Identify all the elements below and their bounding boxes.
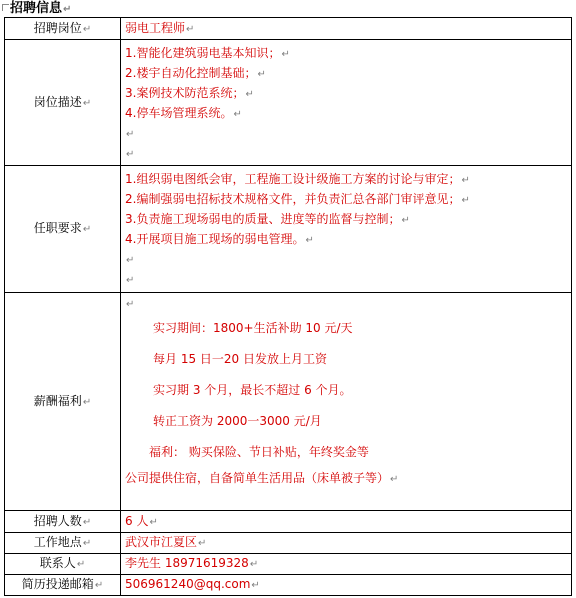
paragraph-mark: ↵ xyxy=(82,97,92,109)
contact-label: 联系人 xyxy=(39,556,76,570)
paragraph-mark: ↵ xyxy=(82,516,92,528)
paragraph-mark: ↵ xyxy=(198,538,207,549)
salary-line: 转正工资为 2000一3000 元/月 xyxy=(153,414,322,428)
paragraph-mark: ↵ xyxy=(82,538,92,549)
salary-value-cell xyxy=(121,293,572,511)
paragraph-mark: ↵ xyxy=(82,23,92,35)
empty-paragraph: ↵ xyxy=(126,299,135,310)
paragraph-mark: ↵ xyxy=(249,559,259,570)
salary-label: 薪酬福利 xyxy=(33,393,82,408)
contact-label-cell xyxy=(5,554,121,575)
location-value: 武汉市江夏区 xyxy=(125,535,198,549)
location-label: 工作地点 xyxy=(33,535,82,549)
email-label-cell xyxy=(5,575,121,596)
headcount-label: 招聘人数 xyxy=(33,513,82,528)
job-info-table xyxy=(4,17,572,596)
paragraph-mark: ↵ xyxy=(149,516,158,528)
paragraph-mark: ↵ xyxy=(82,224,92,235)
description-value-cell xyxy=(121,40,572,166)
description-item: 4.停车场管理系统。↵ xyxy=(125,106,242,120)
position-label: 招聘岗位 xyxy=(33,20,82,35)
paragraph-mark: ↵ xyxy=(82,396,92,408)
corner-mark xyxy=(2,4,9,11)
requirements-label: 任职要求 xyxy=(33,221,82,235)
email-value-cell xyxy=(121,575,572,596)
salary-line: 实习期 3 个月，最长不超过 6 个月。 xyxy=(153,383,352,397)
paragraph-mark: ↵ xyxy=(251,580,260,591)
contact-value: 李先生 18971619328 xyxy=(125,556,249,570)
headcount-label-cell xyxy=(5,511,121,533)
requirement-item: 1.组织弱电图纸会审，工程施工设计级施工方案的讨论与审定；↵ xyxy=(125,172,470,186)
row-description xyxy=(5,40,572,166)
description-item: 2.楼宇自动化控制基础；↵ xyxy=(125,66,266,80)
title-text: 招聘信息 xyxy=(10,1,63,16)
position-label-cell xyxy=(5,18,121,40)
salary-line: 实习期间：1800+生活补助 10 元/天 xyxy=(153,321,353,335)
paragraph-mark: ↵ xyxy=(186,23,195,35)
requirements-value-cell xyxy=(121,166,572,293)
email-value[interactable]: 506961240@qq.com xyxy=(125,577,251,591)
row-position xyxy=(5,18,572,40)
salary-line: 每月 15 日一20 日发放上月工资 xyxy=(153,352,327,366)
row-salary xyxy=(5,293,572,511)
requirements-label-cell xyxy=(5,166,121,293)
empty-paragraph: ↵ xyxy=(126,129,135,140)
empty-paragraph: ↵ xyxy=(126,149,135,160)
paragraph-mark: ↵ xyxy=(94,580,104,591)
contact-value-cell xyxy=(121,554,572,575)
description-label-cell xyxy=(5,40,121,166)
row-location xyxy=(5,533,572,554)
salary-line: 公司提供住宿，自备简单生活用品（床单被子等）↵ xyxy=(125,471,399,485)
requirement-item: 4.开展项目施工现场的弱电管理。↵ xyxy=(125,232,314,246)
description-item: 1.智能化建筑弱电基本知识；↵ xyxy=(125,46,290,60)
position-value: 弱电工程师 xyxy=(125,20,186,35)
description-item: 3.案例技术防范系统；↵ xyxy=(125,86,254,100)
salary-label-cell xyxy=(5,293,121,511)
row-headcount xyxy=(5,511,572,533)
position-value-cell xyxy=(121,18,572,40)
email-label: 简历投递邮箱 xyxy=(21,577,94,591)
row-requirements xyxy=(5,166,572,293)
location-label-cell xyxy=(5,533,121,554)
row-email xyxy=(5,575,572,596)
requirement-item: 2.编制强弱电招标技术规格文件，并负责汇总各部门审评意见；↵ xyxy=(125,192,470,206)
location-value-cell xyxy=(121,533,572,554)
document-title xyxy=(10,1,71,17)
headcount-value: 6 人 xyxy=(125,513,149,528)
requirement-item: 3.负责施工现场弱电的质量、进度等的监督与控制；↵ xyxy=(125,212,410,226)
salary-line: 福利： 购买保险、节日补贴，年终奖金等 xyxy=(149,445,369,459)
paragraph-mark: ↵ xyxy=(76,559,86,570)
headcount-value-cell xyxy=(121,511,572,533)
paragraph-mark: ↵ xyxy=(63,4,72,15)
row-contact xyxy=(5,554,572,575)
description-label: 岗位描述 xyxy=(33,94,82,109)
empty-paragraph: ↵ xyxy=(126,255,135,266)
empty-paragraph: ↵ xyxy=(126,275,135,286)
